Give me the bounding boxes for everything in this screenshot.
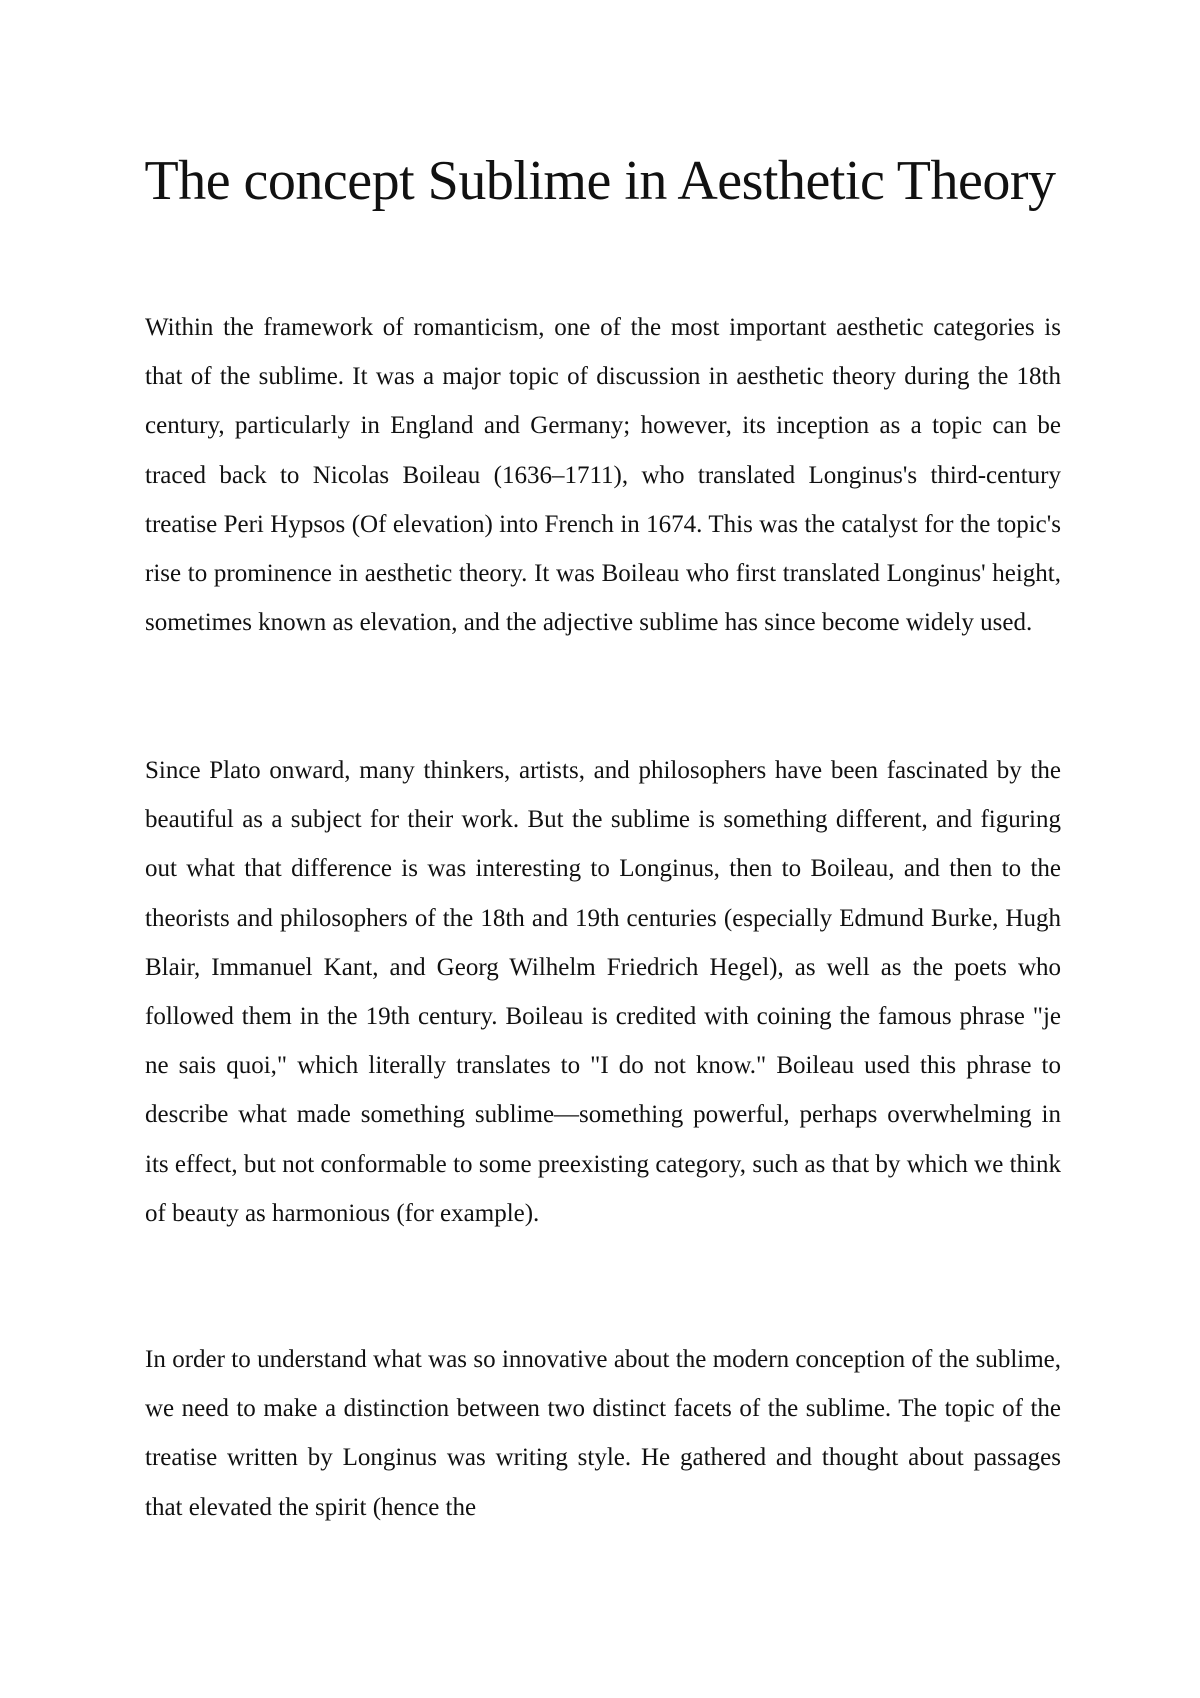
page-title: The concept Sublime in Aesthetic Theory (144, 150, 1056, 212)
paragraph-2: Since Plato onward, many thinkers, artists, and philosophers have been fascinated by the beautiful as a subject for their work. But the sublime is something different, and figuring out what that difference is was interesting to Longinus, then to Boileau, and then to the theorists and philosophers of the 18th and 19th centuries (especially Edmund Burke, Hugh Blair, Immanuel Kant, and Georg Wilhelm Friedrich Hegel), as well as the poets who followed them in the 19th century. Boileau is credited with coining the famous phrase "je ne sais quoi," which literally translates to "I do not know." Boileau used this phrase to describe what made something sublime—something powerful, perhaps overwhelming in its effect, but not conformable to some preexisting category, such as that by which we think of beauty as harmonious (for example). (145, 757, 1061, 1227)
paragraph-3: In order to understand what was so innovative about the modern conception of the sublime, we need to make a distinction between two distinct facets of the sublime. The topic of the treatise written by Longinus was writing style. He gathered and thought about passages that elevated the spirit (hence the (145, 1346, 1061, 1521)
paragraph-1: Within the framework of romanticism, one of the most important aesthetic categories is that of the sublime. It was a major topic of discussion in aesthetic theory during the 18th century, particularly in England and Germany; however, its inception as a topic can be traced back to Nicolas Boileau (1636–1711), who translated Longinus's third-century treatise Peri Hypsos (Of elevation) into French in 1674. This was the catalyst for the topic's rise to prominence in aesthetic theory. It was Boileau who first translated Longinus' height, sometimes known as elevation, and the adjective sublime has since become widely used. (145, 314, 1061, 637)
